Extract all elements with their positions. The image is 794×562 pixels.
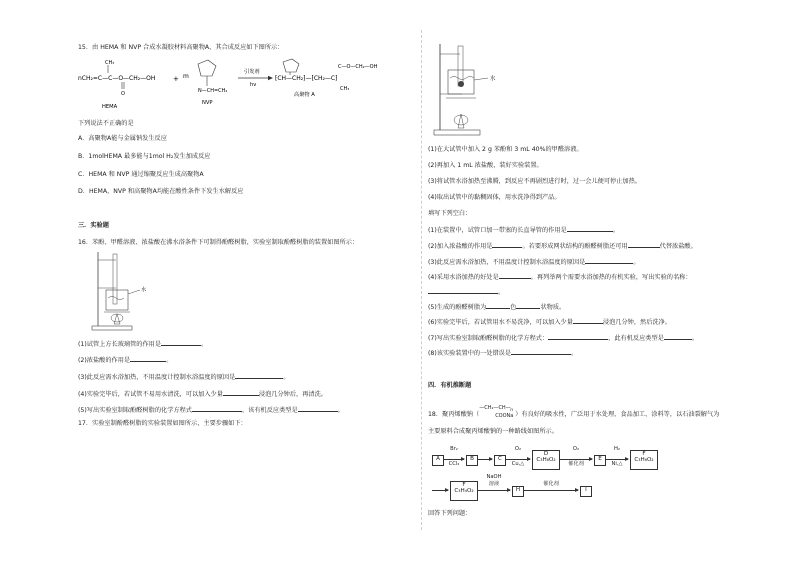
nvp-label: NVP (202, 100, 213, 106)
arrow-c-d (506, 459, 530, 460)
arrow-f-h (478, 490, 510, 491)
route-box-h: H (512, 486, 524, 497)
arrow-d-e (560, 459, 592, 460)
q16-item-3: (3)此反应需水浴加热，不用温度计控制水浴温度的原因是 。 (78, 374, 290, 381)
route-box-d: D C₃H₈O₂ (532, 450, 560, 470)
q17-item-1: (1)在装置中，试管口加一带塞的长直导管的作用是 。 (428, 227, 619, 234)
nvp-m: m (183, 73, 189, 80)
q15-option-c: C．HEMA 和 NVP 通过缩聚反应生成高聚物A (78, 171, 204, 178)
arrow-into-f2 (432, 490, 448, 491)
arrow-a-b (444, 459, 464, 460)
q17-item-4-blank: 。 (428, 288, 504, 297)
reagent-cu: Cu,△ (511, 461, 525, 467)
q18-stem-line2: 主要原料合成聚丙烯酸钠的一种路线如图所示。 (428, 428, 558, 435)
q17-item-8: (8)该实验装置中的一处错误是 。 (428, 350, 578, 357)
q16-item-2: (2)浓盐酸的作用是 。 (78, 357, 173, 364)
reagent-ni: Ni,△ (611, 461, 623, 467)
q17-item-3: (3)此反应需水浴加热，不用温度计控制水浴温度的原因是 。 (428, 259, 640, 266)
q17-item-5: (5)生成的酚醛树脂为 色 状物质。 (428, 304, 566, 311)
q16-apparatus-diagram (88, 250, 158, 332)
q15-option-b: B．1molHEMA 最多能与1mol H₂发生加成反应 (78, 153, 211, 160)
section-inference-title: 四．有机推断题 (428, 382, 472, 389)
arrow-b-c (478, 459, 492, 460)
reagent-naoh: NaOH (486, 474, 502, 480)
reagent-catalyst-1: 催化剂 (568, 461, 584, 467)
route-box-f2: F C₃H₄O₂ (450, 481, 478, 501)
q16-item-5: (5)写出实验室制取酚醛树脂的化学方程式 ，该有机反应类型是 。 (78, 407, 344, 414)
route-box-f1: F C₃H₆O₂ (630, 450, 658, 470)
hema-structure-text: nCH₂=C—C—O—CH₂—OH (78, 75, 156, 82)
reagent-initiator: 引发剂 (244, 69, 260, 75)
q15-option-a: A．高聚物A能与金属钠发生反应 (78, 135, 167, 142)
q17-water-label: 水 (490, 76, 496, 82)
route-box-c: C (494, 455, 506, 466)
svg-text:⁅CH—CH₂⁆—⁅CH₂—C⁆: ⁅CH—CH₂⁆—⁅CH₂—C⁆ (275, 75, 338, 82)
q18-repeat-unit: —CH₂—CH— COONa n (479, 405, 514, 419)
hema-label: HEMA (102, 104, 118, 110)
q16-stem: 16．苯酚、甲醛溶液、浓盐酸在沸水浴条件下可制得酚醛树脂，实验室制取酚醛树脂的装置如图所示： (78, 239, 359, 246)
q17-item-2: (2)加入浓盐酸的作用是 。若要形成网状结构的酚醛树脂还可用 代替浓盐酸。 (428, 243, 697, 250)
arrow-h-i (524, 490, 578, 491)
q17-fill-prompt: 填写下列空白： (428, 210, 472, 217)
q15-option-d: D．HEMA，NVP 和高聚物A均能在酸性条件下发生水解反应 (78, 188, 244, 195)
route-box-e: E (594, 455, 606, 466)
q17-item-4: (4)采用水浴加热的好处是 。再列举两个需要水浴加热的有机实验，写出实验的名称： (428, 274, 692, 281)
reagent-o2-2: O₂ (572, 446, 580, 452)
route-box-i: I (580, 486, 592, 497)
svg-text:CH₃: CH₃ (340, 86, 350, 92)
route-box-b: B (466, 455, 478, 466)
plus-sign: + (173, 75, 179, 83)
q17-step-1: (1)在大试管中加入 2 g 苯酚和 3 mL 40%的甲醛溶液。 (428, 146, 583, 153)
section-experiment-title: 三．实验题 (78, 222, 109, 229)
reagent-h2: H₂ (614, 446, 620, 452)
q16-item-4: (4)实验完毕后，若试管不易用水清洗，可以加入少量 浸泡几分钟后，再清洗。 (78, 391, 327, 398)
route-box-a: A (432, 455, 444, 466)
q17-apparatus-diagram (432, 42, 512, 138)
svg-text:C—O—CH₂—OH: C—O—CH₂—OH (338, 64, 378, 70)
reagent-catalyst-2: 催化剂 (543, 481, 559, 487)
reagent-ccl4: CCl₄ (448, 461, 460, 467)
q18-answer-prompt: 回答下列问题： (428, 510, 472, 517)
svg-text:N—CH=CH₂: N—CH=CH₂ (198, 88, 228, 94)
q17-item-6: (6)实验完毕后，若试管用水不易洗净，可以加入少量 浸泡几分钟，然后洗净。 (428, 319, 671, 326)
q15-prompt: 下列说法不正确的是 (78, 120, 134, 127)
polymer-label: 高聚物 A (294, 92, 315, 98)
q16-water-label: 水 (141, 287, 147, 293)
q17-item-7: (7)写出实验室制取酚醛树脂的化学方程式： ，此有机反应类型是 。 (428, 335, 699, 342)
q16-item-1: (1)试管上方长玻璃管的作用是 。 (78, 341, 208, 348)
q17-step-3: (3)将试管水浴加热至沸腾，到反应不再剧烈进行时，过一会儿便可停止加热。 (428, 178, 641, 185)
q18-stem-line1: 18．聚丙烯酸钠（ —CH₂—CH— COONa n ）有良好的吸水性，广泛用于水处理、食品加工、涂料等，以石油裂解气为 (428, 405, 720, 419)
column-divider (421, 30, 422, 530)
q17-stem: 17．实验室制酚醛树脂的实验装置如图所示，主要步骤如下： (78, 420, 247, 427)
reagent-hv: hv (250, 82, 257, 88)
q17-step-4: (4)取出试管中的黏稠固体，用水洗净得到产品。 (428, 194, 561, 201)
arrow-e-f (606, 459, 628, 460)
q15-stem: 15．由 HEMA 和 NVP 合成水凝胶材料高聚物A，其合成反应如下图所示： (78, 44, 284, 51)
svg-text:O: O (121, 91, 125, 97)
svg-text:CH₃: CH₃ (105, 60, 115, 66)
reagent-br2: Br₂ (450, 446, 458, 452)
q17-step-2: (2)再加入 1 mL 浓盐酸，装好实验装置。 (428, 162, 543, 169)
reagent-solution: 溶液 (488, 481, 500, 487)
reagent-o2-1: O₂ (514, 446, 522, 452)
q15-reaction-scheme (78, 56, 418, 116)
